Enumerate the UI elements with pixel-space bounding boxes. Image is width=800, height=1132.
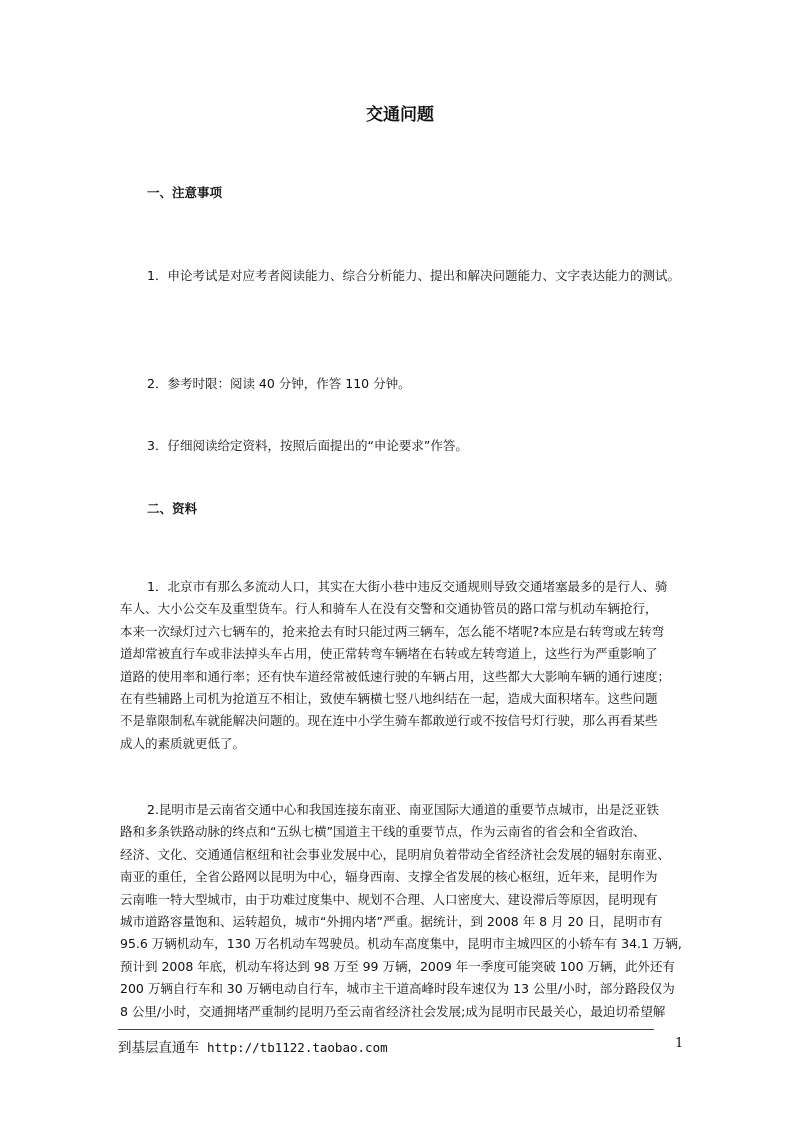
note-item-2: 2．参考时限：阅读 40 分钟，作答 110 分钟。 xyxy=(147,376,411,391)
page-number: 1 xyxy=(675,1036,684,1051)
material-paragraph-2 xyxy=(120,799,682,1023)
paragraph-line: 8 公里/小时，交通拥堵严重制约昆明乃至云南省经济社会发展;成为昆明市民最关心，最迫切希望解 xyxy=(120,1003,666,1019)
paragraph-line: 城市道路容量饱和、运转超负，城市“外拥内堵”严重。据统计，到 2008 年 8 月 20 日，昆明市有 xyxy=(120,914,663,930)
paragraph-line: 不是靠限制私车就能解决问题的。现在连中小学生骑车都敢逆行或不按信号灯行驶，那么再看某些 xyxy=(120,713,658,729)
paragraph-line: 95.6 万辆机动车，130 万名机动车驾驶员。机动车高度集中，昆明市主城四区的小轿车有 34.1 万辆, xyxy=(120,936,682,952)
paragraph-line: 在有些辅路上司机为抢道互不相让，致使车辆横七竖八地纠结在一起，造成大面积堵车。这些问题 xyxy=(120,691,658,707)
note-item-3: 3．仔细阅读给定资料，按照后面提出的“申论要求”作答。 xyxy=(147,438,468,453)
page-title: 交通问题 xyxy=(366,105,434,125)
footer xyxy=(118,1036,388,1056)
material-paragraph-1 xyxy=(120,576,671,755)
paragraph-line: 2.昆明市是云南省交通中心和我国连接东南亚、南亚国际大通道的重要节点城市，出是泛亚铁 xyxy=(147,802,659,817)
note-item-1: 1．申论考试是对应考者阅读能力、综合分析能力、提出和解决问题能力、文字表达能力的测试。 xyxy=(147,268,680,283)
paragraph-line: 车人、大小公交车及重型货车。行人和骑车人在没有交警和交通协管员的路口常与机动车辆抢行， xyxy=(120,601,658,617)
paragraph-line: 本来一次绿灯过六七辆车的，抢来抢去有时只能过两三辆车，怎么能不堵呢?本应是右转弯或左转弯 xyxy=(120,623,665,639)
paragraph-line: 路和多条铁路动脉的终点和“五纵七横”国道主干线的重要节点，作为云南省的省会和全省政治、 xyxy=(120,824,646,840)
paragraph-line: 1．北京市有那么多流动人口，其实在大街小巷中违反交通规则导致交通堵塞最多的是行人、骑 xyxy=(147,579,668,594)
paragraph-line: 南亚的重任，全省公路网以昆明为中心，辐身西南、支撑全省发展的核心枢纽，近年来，昆明作为 xyxy=(120,869,658,885)
footer-url-link[interactable]: http://tb1122.taobao.com xyxy=(207,1040,388,1055)
paragraph-line: 道路的使用率和通行率；还有快车道经常被低速行驶的车辆占用，这些都大大影响车辆的通行速度； xyxy=(120,668,671,684)
section-heading-material: 二、资料 xyxy=(147,501,198,516)
footer-divider xyxy=(118,1029,654,1030)
paragraph-line: 200 万辆自行车和 30 万辆电动自行车，城市主干道高峰时段车速仅为 13 公里/小时，部分路段仅为 xyxy=(120,981,675,997)
paragraph-line: 云南唯一特大型城市，由于功难过度集中、规划不合理、人口密度大、建设滞后等原因，昆明现有 xyxy=(120,891,658,907)
paragraph-line: 成人的素质就更低了。 xyxy=(120,735,246,751)
paragraph-line: 道却常被直行车或非法掉头车占用，使正常转弯车辆堵在右转或左转弯道上，这些行为严重影响了 xyxy=(120,646,658,662)
paragraph-line: 预计到 2008 年底，机动车将达到 98 万至 99 万辆，2009 年一季度可能突破 100 万辆，此外还有 xyxy=(120,958,676,974)
paragraph-line: 经济、文化、交通通信枢纽和社会事业发展中心，昆明肩负着带动全省经济社会发展的辐射东南亚、 xyxy=(120,846,671,862)
section-heading-notes: 一、注意事项 xyxy=(147,185,223,200)
footer-label: 到基层直通车 xyxy=(118,1040,199,1056)
